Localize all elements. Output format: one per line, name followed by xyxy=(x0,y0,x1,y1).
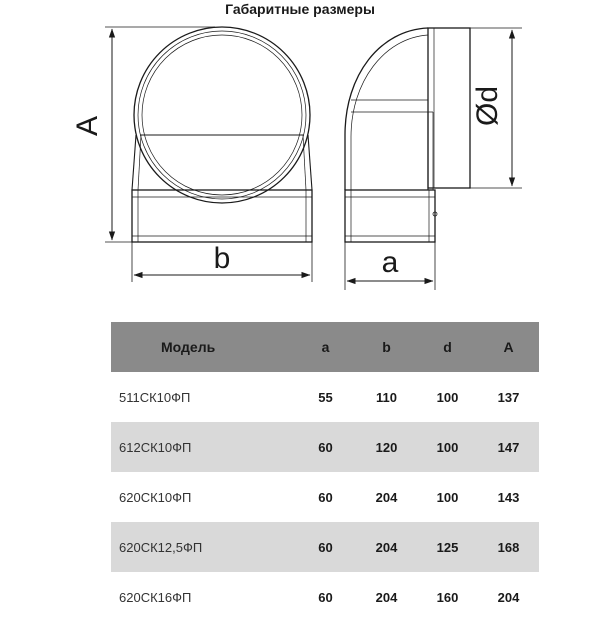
side-view xyxy=(345,28,522,290)
dimension-label-b: b xyxy=(213,242,231,275)
dimension-label-d: Ød xyxy=(471,85,504,127)
cell-A: 147 xyxy=(478,422,539,472)
spigot-outer-ring xyxy=(134,27,310,203)
rect-outlet-side xyxy=(345,190,435,242)
transition-left-edge xyxy=(132,135,136,190)
cell-model: 620СК10ФП xyxy=(119,489,192,505)
transition-right-edge xyxy=(308,135,312,190)
cell-b: 204 xyxy=(356,522,417,572)
cell-a: 60 xyxy=(318,489,333,505)
front-view xyxy=(105,27,312,282)
cell-a: 60 xyxy=(295,522,356,572)
cell-model: 612СК10ФП xyxy=(111,422,295,472)
cell-b: 120 xyxy=(356,422,417,472)
cell-a: 60 xyxy=(295,422,356,472)
header-d: d xyxy=(417,322,478,372)
spec-table xyxy=(111,322,539,622)
cell-model: 620СК12,5ФП xyxy=(111,522,295,572)
cell-a: 55 xyxy=(318,389,333,405)
header-model: Модель xyxy=(111,322,295,372)
cell-b: 110 xyxy=(376,389,397,405)
table-row xyxy=(111,522,539,572)
cell-d: 100 xyxy=(436,389,459,405)
spigot-inner-ring xyxy=(138,31,306,199)
table-header-row xyxy=(111,322,539,372)
page-title: Габаритные размеры xyxy=(225,1,375,17)
cell-a: 60 xyxy=(318,589,333,605)
cell-A: 137 xyxy=(497,389,520,405)
dimension-label-a: a xyxy=(381,246,399,279)
cell-A: 204 xyxy=(497,589,520,605)
cell-model: 511СК10ФП xyxy=(119,389,191,405)
header-a: a xyxy=(295,322,356,372)
cell-model: 620СК16ФП xyxy=(119,589,192,605)
bend-inner-curve xyxy=(351,35,428,190)
dimension-label-A: A xyxy=(71,115,104,137)
table-row xyxy=(111,572,539,622)
cell-d: 125 xyxy=(417,522,478,572)
cell-d: 100 xyxy=(417,422,478,472)
header-b: b xyxy=(356,322,417,372)
cell-d: 160 xyxy=(436,589,459,605)
table-row xyxy=(111,472,539,522)
cell-A: 143 xyxy=(497,489,520,505)
rect-outlet xyxy=(132,190,312,242)
cell-d: 100 xyxy=(436,489,459,505)
table-row xyxy=(111,372,539,422)
table-row xyxy=(111,422,539,472)
cell-b: 204 xyxy=(375,489,398,505)
header-A: A xyxy=(478,322,539,372)
cell-b: 204 xyxy=(375,589,398,605)
cell-A: 168 xyxy=(478,522,539,572)
spigot-inner-ring xyxy=(142,35,302,195)
